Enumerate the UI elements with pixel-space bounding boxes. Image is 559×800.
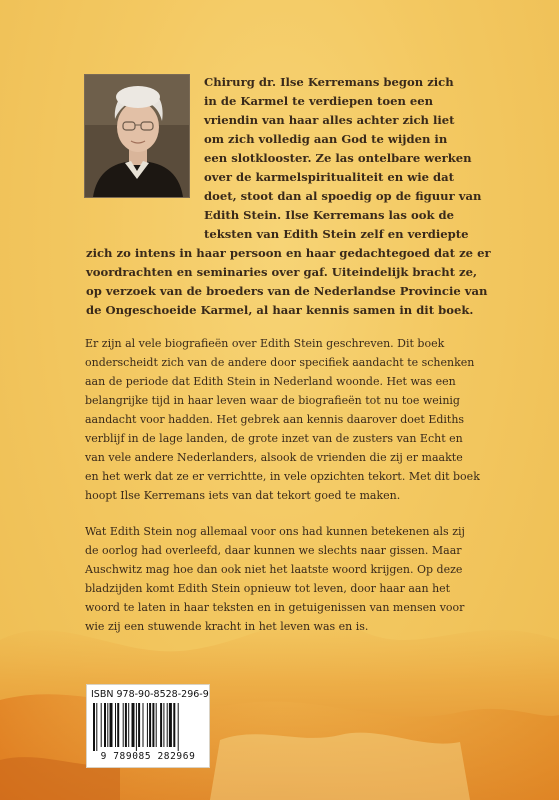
paragraph-line: Wat Edith Stein nog allemaal voor ons had kunnen betekenen als zij: [85, 525, 465, 538]
intro-line: Edith Stein. Ilse Kerremans las ook de: [204, 208, 455, 222]
paragraph-line: aan de periode dat Edith Stein in Nederland woonde. Het was een: [85, 375, 456, 388]
barcode-bar: [167, 703, 168, 747]
intro-line: doet, stoot dan al spoedig op de figuur van: [204, 189, 482, 203]
paragraph-line: wie zij een stuwende kracht in het leven was en is.: [85, 620, 369, 633]
intro-line: in de Karmel te verdiepen toen een: [204, 94, 434, 108]
barcode-bar: [138, 703, 140, 747]
isbn-barcode: [86, 684, 210, 768]
paragraph-line: belangrijke tijd in haar leven waar de biografieën tot nu toe weinig: [85, 394, 460, 407]
intro-line: om zich volledig aan God te wijden in: [204, 132, 448, 146]
paragraph-line: woord te laten in haar teksten en in getuigenissen van mensen voor: [85, 601, 465, 614]
barcode-bar: [132, 703, 135, 747]
paragraph-line: van vele andere Nederlanders, alsook de vrienden die zij er maakte: [85, 451, 463, 464]
intro-line: teksten van Edith Stein zelf en verdiepte: [204, 227, 469, 241]
barcode-bar: [107, 703, 108, 747]
paragraph-line: onderscheidt zich van de andere door specifiek aandacht te schenken: [85, 356, 475, 369]
barcode-bar: [136, 703, 137, 751]
barcode-bar: [178, 703, 179, 751]
intro-line: over de karmelspiritualiteit en wie dat: [204, 170, 455, 184]
paragraph-line: en het werk dat ze er verrichtte, in vele opzichten tekort. Met dit boek: [85, 470, 480, 483]
paragraph-line: Er zijn al vele biografieën over Edith Stein geschreven. Dit boek: [85, 337, 445, 350]
intro-line: zich zo intens in haar persoon en haar gedachtegoed dat ze er: [86, 246, 491, 260]
intro-line: Chirurg dr. Ilse Kerremans begon zich: [204, 75, 454, 89]
paragraph-line: bladzijden komt Edith Stein opnieuw tot leven, door haar aan het: [85, 582, 451, 595]
barcode-bar: [123, 703, 124, 747]
barcode-bar: [93, 703, 95, 751]
isbn-label: ISBN 978-90-8528-296-9: [91, 689, 209, 700]
paragraph-line: hoopt Ilse Kerremans iets van dat tekort goed te maken.: [85, 489, 401, 502]
author-photo: [84, 74, 190, 198]
paragraph-line: aandacht voor hadden. Het gebrek aan kennis daarover doet Ediths: [85, 413, 465, 426]
intro-line: op verzoek van de broeders van de Nederlandse Provincie van: [86, 284, 488, 298]
barcode-bar: [147, 703, 148, 747]
barcode-bar: [115, 703, 116, 747]
barcode-bar: [117, 703, 119, 747]
barcode-bar: [96, 703, 97, 751]
barcode-bar: [156, 703, 157, 747]
barcode-bar: [149, 703, 151, 747]
barcode-bar: [110, 703, 113, 747]
barcode-bar: [143, 703, 144, 747]
barcode-bar: [160, 703, 162, 747]
barcode-bar: [104, 703, 106, 747]
barcode-bar: [173, 703, 175, 747]
barcode-bar: [101, 703, 102, 747]
barcode-bar: [152, 703, 154, 747]
paragraph-line: Auschwitz mag hoe dan ook niet het laatste woord krijgen. Op deze: [85, 563, 463, 576]
intro-line: de Ongeschoeide Karmel, al haar kennis samen in dit boek.: [86, 303, 474, 317]
barcode-bar: [169, 703, 172, 747]
intro-line: voordrachten en seminaries over gaf. Uiteindelijk bracht ze,: [86, 265, 478, 279]
paragraph-line: de oorlog had overleefd, daar kunnen we slechts naar gissen. Maar: [85, 544, 462, 557]
intro-line: vriendin van haar alles achter zich liet: [204, 113, 455, 127]
barcode-bar: [163, 703, 164, 747]
paragraph-line: verblijf in de lage landen, de grote inzet van de zusters van Echt en: [85, 432, 463, 445]
barcode-bar: [128, 703, 129, 747]
ean-digits: 9 789085 282969: [100, 751, 196, 762]
barcode-bars: [93, 703, 203, 751]
barcode-bar: [125, 703, 127, 747]
intro-line: een slotklooster. Ze las ontelbare werken: [204, 151, 472, 165]
